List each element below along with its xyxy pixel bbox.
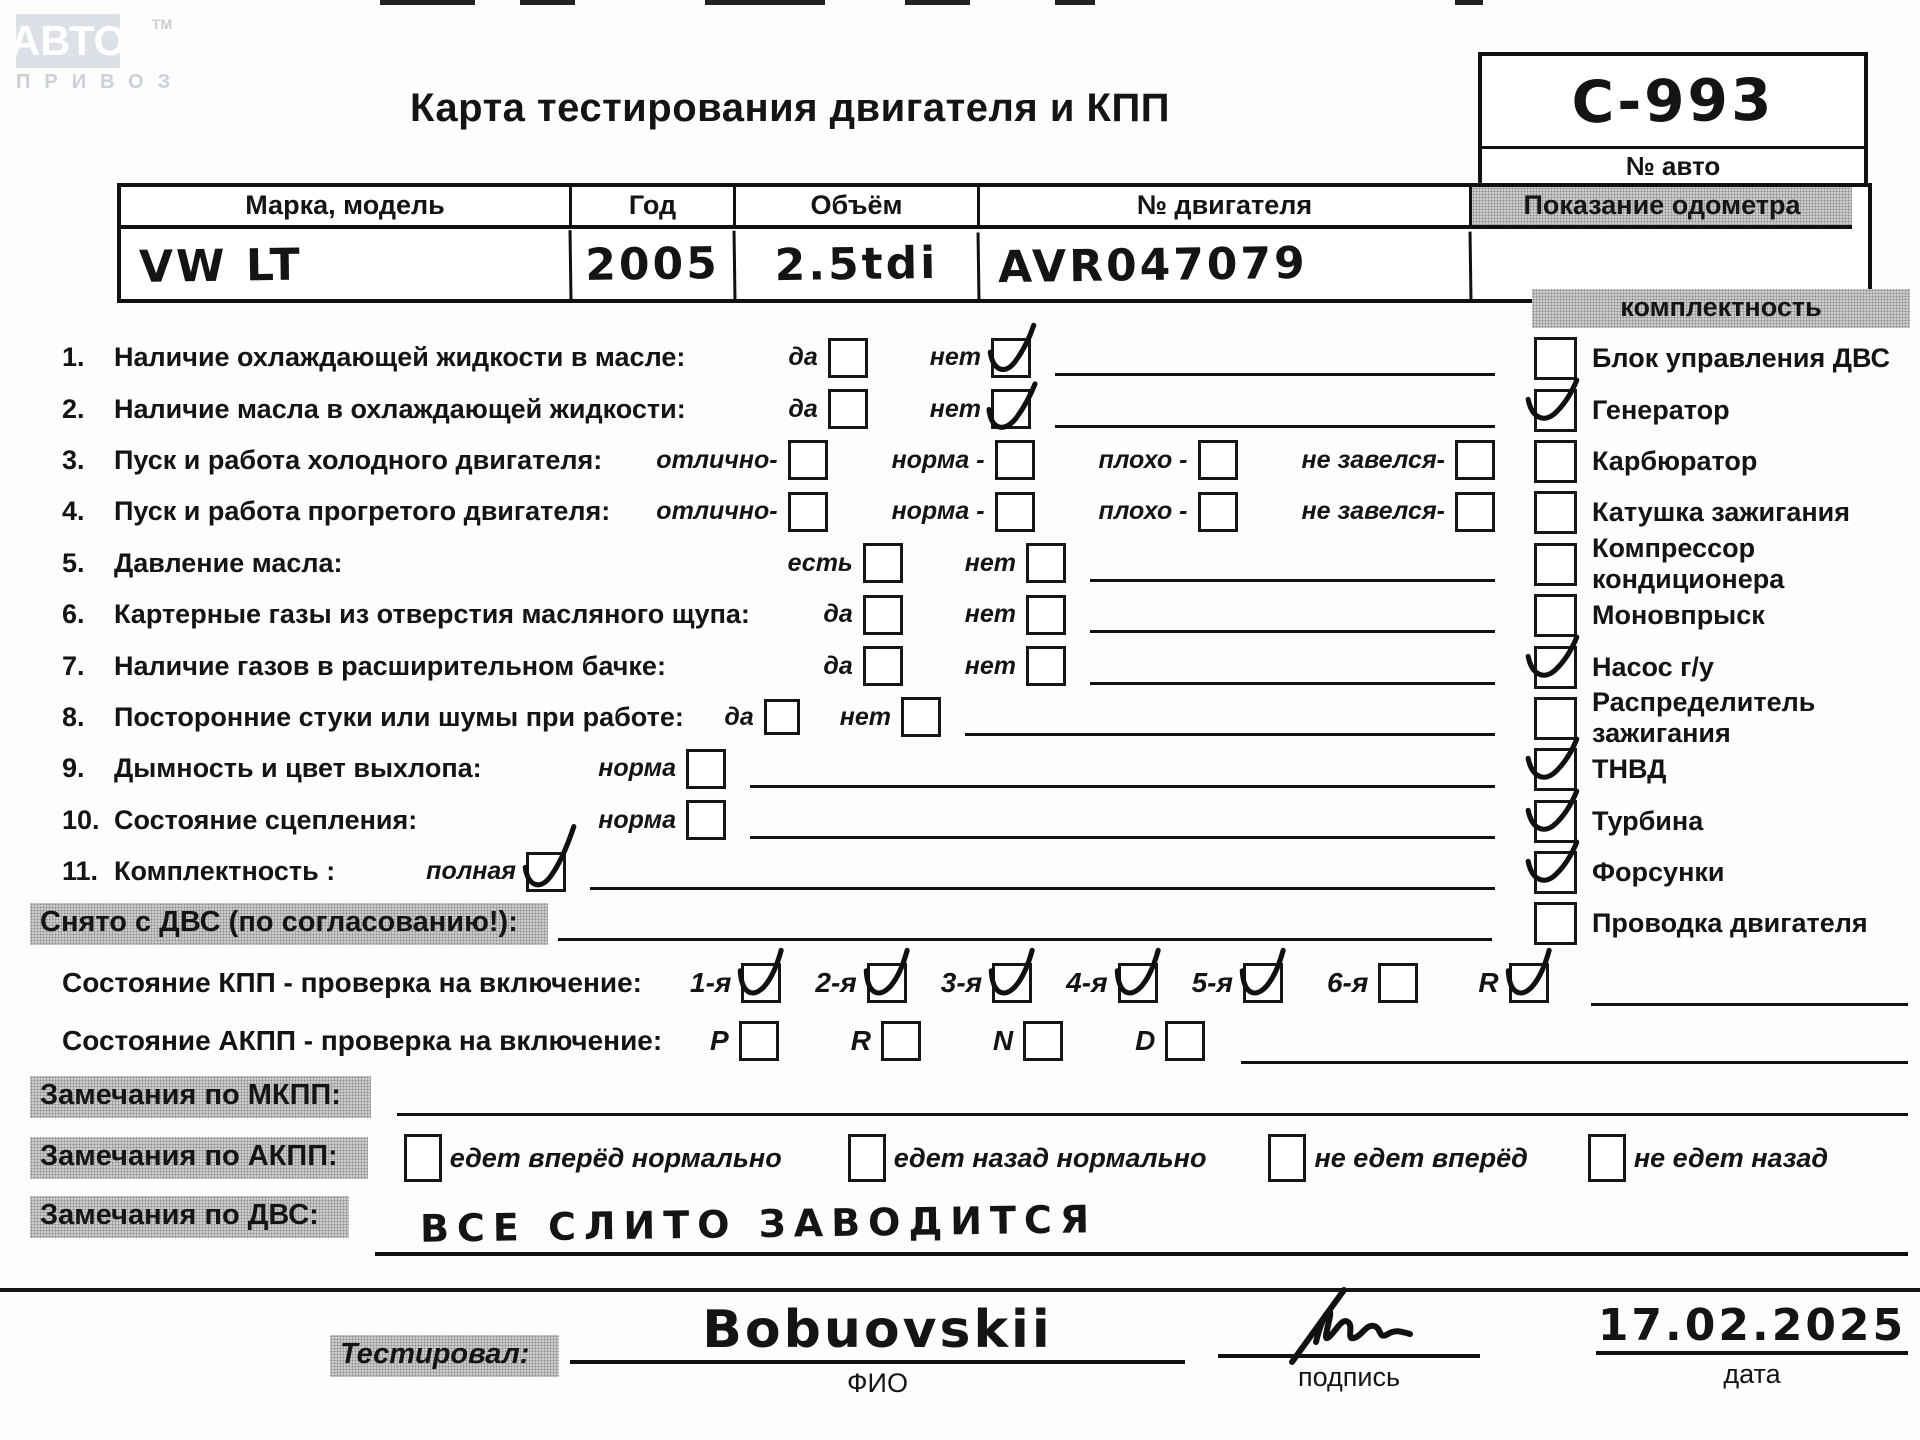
option-label: да (788, 394, 818, 423)
removed-label: Снято с ДВС (по согласованию!): (30, 903, 548, 945)
item-number: 9. (62, 753, 85, 784)
check-row-9 (62, 743, 1495, 794)
gear-label: R (850, 1025, 871, 1056)
item-label: Посторонние стуки или шумы при работе: (114, 701, 684, 732)
option-label: да (823, 600, 853, 629)
tested-by-label: Тестировал: (330, 1335, 559, 1377)
checkbox-net[interactable] (1026, 646, 1066, 686)
fio-line[interactable] (570, 1300, 1185, 1364)
gear-label: N (992, 1025, 1014, 1056)
gear-label: 4-я (1066, 967, 1108, 998)
complect-label: Проводка двигателя (1592, 908, 1868, 939)
gear-label: 1-я (690, 967, 732, 998)
checkbox-ne-edet-nazad[interactable] (1588, 1134, 1626, 1182)
col-header-year: Год (569, 187, 733, 229)
complect-label: Катушка зажигания (1592, 497, 1851, 528)
option-label: нет (964, 548, 1016, 577)
option-label: нет (964, 600, 1016, 629)
kpp-label: Состояние КПП - проверка на включение: (62, 967, 642, 998)
engine-no-value[interactable]: AVR047079 (977, 226, 1470, 303)
checkbox-gear-r[interactable] (1509, 963, 1549, 1003)
scan-artifact (1455, 0, 1483, 5)
logo-subtitle: ПРИВОЗ (16, 71, 185, 93)
complect-item (1534, 641, 1918, 692)
scan-artifact (380, 0, 475, 5)
checkbox-forsunki[interactable] (1534, 851, 1577, 894)
write-line[interactable] (750, 785, 1495, 788)
complect-label: Форсунки (1592, 857, 1725, 888)
col-header-volume: Объём (733, 187, 977, 229)
item-number: 2. (62, 393, 85, 424)
option-label: плохо - (1098, 497, 1188, 526)
write-line[interactable] (397, 1113, 1908, 1116)
date-group (1596, 1300, 1908, 1390)
col-header-make-model: Марка, модель (121, 187, 569, 229)
gear-label: 5-я (1191, 967, 1233, 998)
check-row-7 (62, 640, 1495, 691)
option-label: да (788, 343, 818, 372)
remarks-mkpp-label: Замечания по МКПП: (30, 1076, 371, 1118)
checkbox-otlichno[interactable] (788, 440, 828, 480)
make-model-value[interactable]: VW LT (138, 239, 304, 293)
car-number-caption: № авто (1482, 146, 1864, 186)
kpp-gear-row (62, 958, 1908, 1008)
scan-artifact (520, 0, 575, 5)
check-row-11 (62, 846, 1495, 897)
year-value[interactable]: 2005 (569, 228, 734, 300)
checkbox-gear-4[interactable] (1118, 963, 1158, 1003)
fio-caption: ФИО (847, 1368, 908, 1398)
check-row-5 (62, 538, 1495, 589)
write-line[interactable] (1090, 682, 1495, 685)
checkbox-ploho[interactable] (1198, 492, 1238, 532)
scan-artifact (705, 0, 825, 5)
remarks-dvs-row (30, 1196, 1908, 1256)
write-line[interactable] (1241, 1061, 1908, 1064)
checkbox-provodka[interactable] (1534, 902, 1577, 945)
akpp-option-label: не едет вперёд (1314, 1142, 1528, 1173)
checkbox-net[interactable] (1026, 595, 1066, 635)
remarks-dvs-value: ВСЕ СЛИТО ЗАВОДИТСЯ (419, 1197, 1098, 1251)
checkbox-nasos-gu[interactable] (1534, 646, 1577, 689)
option-label: нет (964, 651, 1016, 680)
checkbox-da[interactable] (764, 699, 800, 735)
fio-group (570, 1300, 1185, 1399)
option-label: норма (598, 805, 676, 834)
gear-label: 3-я (940, 967, 983, 998)
complect-label: ТНВД (1592, 754, 1667, 785)
checkbox-monovprysk[interactable] (1534, 594, 1577, 637)
check-row-10 (62, 795, 1495, 846)
item-label: Состояние сцепления: (114, 804, 418, 835)
complect-item (1534, 333, 1918, 384)
checkbox-tnvd[interactable] (1534, 748, 1577, 791)
option-label: полная (426, 857, 516, 886)
checkbox-raspredelitel[interactable] (1534, 697, 1577, 740)
date-line[interactable] (1596, 1300, 1908, 1355)
check-row-8 (62, 692, 1495, 743)
item-label: Пуск и работа холодного двигателя: (114, 444, 603, 475)
checkbox-otlichno[interactable] (788, 492, 828, 532)
complect-label: Насос г/у (1592, 651, 1714, 682)
remarks-akpp-row (30, 1134, 1908, 1182)
complect-item (1534, 847, 1918, 898)
complect-item (1534, 744, 1918, 795)
option-label: нет (929, 394, 981, 423)
akpp-gear-row (62, 1016, 1908, 1066)
check-row-4 (62, 486, 1495, 537)
item-number: 11. (62, 856, 99, 887)
option-label: отлично- (656, 497, 778, 526)
col-header-engine-no: № двигателя (977, 187, 1469, 229)
option-label: отлично- (656, 445, 778, 474)
signature-line[interactable] (1218, 1300, 1480, 1358)
car-number-value[interactable]: С-993 (1571, 65, 1775, 137)
complect-label: Моновпрыск (1592, 600, 1765, 631)
col-header-odometer: Показание одометра (1469, 187, 1852, 229)
item-number: 7. (62, 650, 85, 681)
item-number: 6. (62, 599, 85, 630)
option-label: норма - (891, 445, 985, 474)
logo-tm: TM (152, 16, 173, 32)
avto-privoz-logo (9, 14, 185, 94)
footer-separator (0, 1288, 1920, 1292)
checkbox-ne-zavelsya[interactable] (1455, 492, 1495, 532)
scan-artifact (1055, 0, 1095, 5)
option-label: не завелся- (1301, 497, 1445, 526)
checkbox-da[interactable] (863, 595, 903, 635)
checkbox-gear-n[interactable] (1023, 1021, 1063, 1061)
item-label: Давление масла: (114, 547, 343, 578)
gear-label: 6-я (1326, 967, 1369, 998)
item-label: Комплектность : (114, 856, 336, 887)
checkbox-gear-5[interactable] (1243, 963, 1283, 1003)
complect-item (1534, 533, 1918, 595)
item-label: Картерные газы из отверстия масляного щупа: (114, 599, 750, 630)
complect-item (1534, 436, 1918, 487)
item-number: 8. (62, 701, 85, 732)
akpp-option-label: едет вперёд нормально (449, 1142, 782, 1173)
check-row-2 (62, 383, 1495, 434)
checkbox-norma[interactable] (686, 800, 726, 840)
check-row-3 (62, 435, 1495, 486)
page-title: Карта тестирования двигателя и КПП (410, 86, 1170, 130)
logo-brand: АВТО (16, 14, 120, 68)
signature-group (1218, 1300, 1480, 1393)
checkbox-kompressor[interactable] (1534, 543, 1577, 586)
remarks-dvs-label: Замечания по ДВС: (30, 1196, 349, 1238)
checkbox-norma[interactable] (686, 749, 726, 789)
checkbox-karbyurator[interactable] (1534, 440, 1577, 483)
write-line[interactable] (375, 1198, 1908, 1256)
item-label: Дымность и цвет выхлопа: (114, 753, 482, 784)
checkbox-gear-2[interactable] (867, 963, 907, 1003)
checkbox-blok-upravleniya[interactable] (1534, 337, 1577, 380)
item-label: Наличие охлаждающей жидкости в масле: (114, 342, 686, 373)
checkbox-gear-p[interactable] (739, 1021, 779, 1061)
option-label: нет (929, 343, 981, 372)
checkbox-turbina[interactable] (1534, 800, 1577, 843)
complect-item (1534, 487, 1918, 538)
write-line[interactable] (1591, 1003, 1908, 1006)
checkbox-edet-vpered[interactable] (404, 1134, 442, 1182)
item-number: 3. (62, 444, 85, 475)
complect-label: Генератор (1592, 394, 1730, 425)
write-line[interactable] (1090, 579, 1495, 582)
complect-label: Блок управления ДВС (1592, 343, 1890, 374)
option-label: нет (839, 702, 891, 731)
complect-header: комплектность (1532, 289, 1910, 328)
checkbox-est[interactable] (863, 543, 903, 583)
complect-label: Турбина (1592, 805, 1704, 836)
option-label: норма (598, 754, 676, 783)
complect-item (1534, 384, 1918, 435)
option-label: есть (787, 548, 853, 577)
item-label: Наличие масла в охлаждающей жидкости: (114, 393, 686, 424)
checkbox-katushka[interactable] (1534, 491, 1577, 534)
signature-scribble (1278, 1286, 1418, 1366)
complect-label: Карбюратор (1592, 445, 1758, 476)
item-label: Пуск и работа прогретого двигателя: (114, 496, 611, 527)
checkbox-norma[interactable] (995, 492, 1035, 532)
complect-item (1534, 687, 1918, 749)
date-caption: дата (1723, 1359, 1781, 1389)
item-number: 1. (62, 342, 85, 373)
remarks-mkpp-row (30, 1076, 1908, 1118)
option-label: не завелся- (1301, 445, 1445, 474)
signature-caption: подпись (1297, 1362, 1401, 1392)
item-label: Наличие газов в расширительном бачке: (114, 650, 666, 681)
write-line[interactable] (750, 836, 1495, 839)
write-line[interactable] (1055, 373, 1495, 376)
akpp-option-label: едет назад нормально (893, 1142, 1207, 1173)
checkbox-da[interactable] (828, 338, 868, 378)
write-line[interactable] (590, 887, 1495, 890)
remarks-akpp-label: Замечания по АКПП: (30, 1137, 368, 1179)
checkbox-gear-3[interactable] (992, 963, 1032, 1003)
checkbox-generator[interactable] (1534, 389, 1577, 432)
option-label: норма - (891, 497, 985, 526)
checkbox-gear-1[interactable] (741, 963, 781, 1003)
complect-item (1534, 796, 1918, 847)
check-row-1 (62, 332, 1495, 383)
checkbox-ne-zavelsya[interactable] (1455, 440, 1495, 480)
scan-artifact (905, 0, 970, 5)
checkbox-gear-r[interactable] (881, 1021, 921, 1061)
checkbox-polnaya[interactable] (526, 852, 566, 892)
write-line[interactable] (965, 733, 1495, 736)
complect-label: Распределитель зажигания (1592, 687, 1816, 749)
checkbox-gear-d[interactable] (1165, 1021, 1205, 1061)
date-value: 17.02.2025 (1597, 1300, 1907, 1351)
item-number: 5. (62, 547, 85, 578)
akpp-label: Состояние АКПП - проверка на включение: (62, 1025, 663, 1056)
complect-list (1534, 333, 1918, 950)
checkbox-net[interactable] (901, 697, 941, 737)
item-number: 4. (62, 496, 85, 527)
write-line[interactable] (1055, 425, 1495, 428)
tester-name-value: Bobuovskii (702, 1300, 1053, 1360)
checkbox-net[interactable] (991, 338, 1031, 378)
gear-label: P (710, 1025, 729, 1056)
checkbox-ploho[interactable] (1198, 440, 1238, 480)
item-number: 10. (62, 804, 100, 835)
checkbox-ne-edet-vpered[interactable] (1268, 1134, 1306, 1182)
complect-item (1534, 590, 1918, 641)
volume-value[interactable]: 2.5tdi (733, 227, 978, 300)
checkbox-net[interactable] (991, 389, 1031, 429)
checkbox-edet-nazad[interactable] (848, 1134, 886, 1182)
checkbox-norma[interactable] (995, 440, 1035, 480)
complect-label: Компрессор кондиционера (1592, 533, 1785, 595)
car-number-box (1478, 52, 1868, 183)
checkbox-da[interactable] (863, 646, 903, 686)
engine-check-list (62, 332, 1495, 897)
gear-label: 2-я (815, 967, 857, 998)
check-row-6 (62, 589, 1495, 640)
gear-label: D (1135, 1025, 1156, 1056)
complect-item (1534, 898, 1918, 949)
option-label: да (724, 702, 754, 731)
write-line[interactable] (1090, 630, 1495, 633)
option-label: плохо - (1098, 445, 1188, 474)
checkbox-gear-6[interactable] (1378, 963, 1418, 1003)
gear-label: R (1478, 967, 1499, 998)
option-label: да (823, 651, 853, 680)
vehicle-table (117, 183, 1872, 303)
akpp-option-label: не едет назад (1633, 1142, 1829, 1173)
write-line[interactable] (558, 938, 1492, 941)
checkbox-net[interactable] (1026, 543, 1066, 583)
checkbox-da[interactable] (828, 389, 868, 429)
removed-from-engine-row (30, 903, 1492, 945)
